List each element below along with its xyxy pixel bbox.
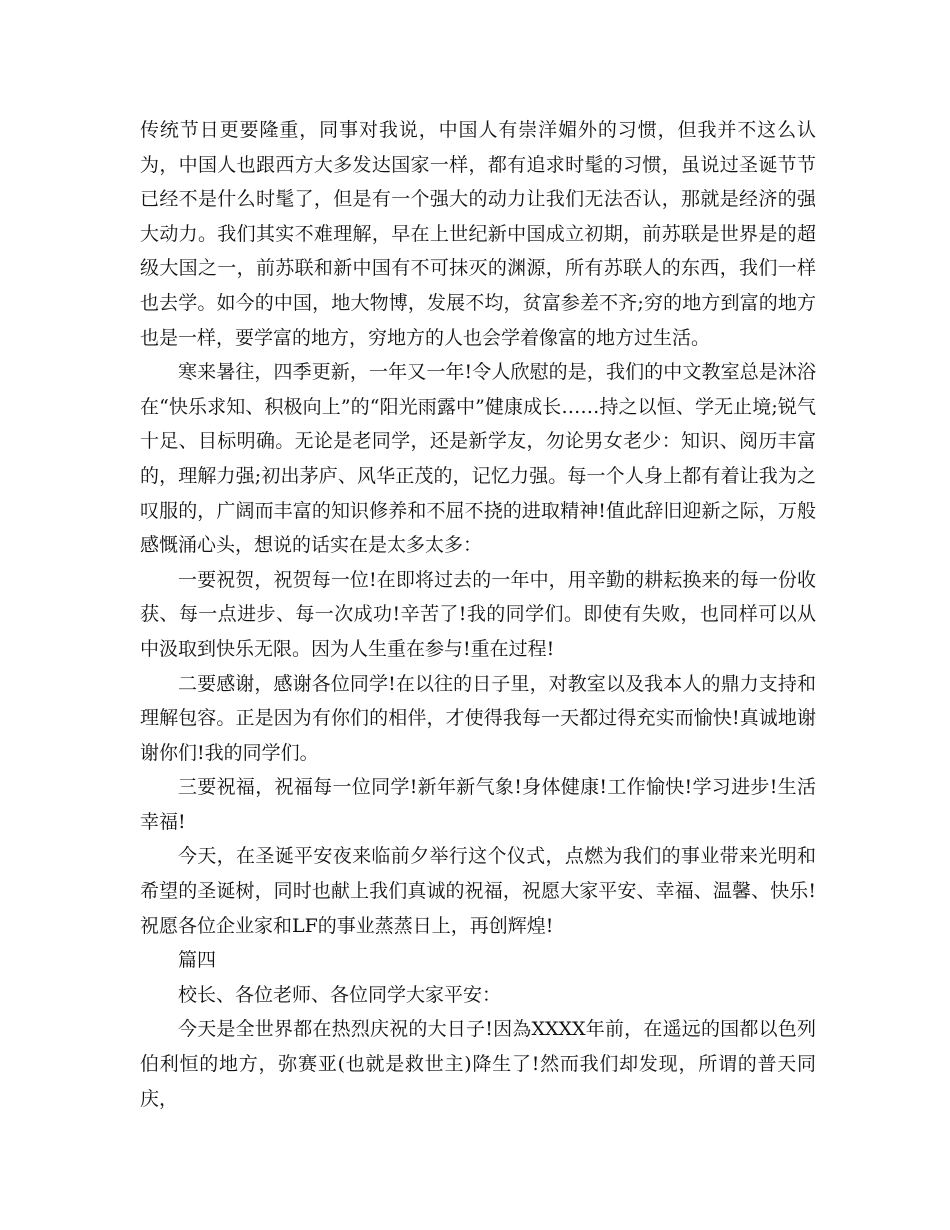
paragraph-1: 传统节日更要隆重，同事对我说，中国人有崇洋媚外的习惯，但我并不这么认为，中国人也跟西方大多发达国家一样，都有追求时髦的习惯，虽说过圣诞节节已经不是什么时髦了，但是有一个强大的动力让我们无法否认，那就是经济的强大动力。我们其实不难理解，早在上世纪新中国成立初期，前苏联是世界是的超级大国之一，前苏联和新中国有不可抹灭的渊源，所有苏联人的东西，我们一样也去学。如今的中国，地大物博，发展不均，贫富参差不齐;穷的地方到富的地方也是一样，要学富的地方，穷地方的人也会学着像富的地方过生活。: [140, 119, 816, 349]
paragraph-5: 三要祝福，祝福每一位同学!新年新气象!身体健康!工作愉快!学习进步!生活幸福!: [140, 776, 816, 833]
paragraph-4: 二要感谢，感谢各位同学!在以往的日子里，对教室以及我本人的鼎力支持和理解包容。正是因为有你们的相伴，才使得我每一天都过得充实而愉快!真诚地谢谢你们!我的同学们。: [140, 672, 816, 764]
salutation: 校长、各位老师、各位同学大家平安：: [178, 983, 502, 1006]
paragraph-7: 今天是全世界都在热烈庆祝的大日子!因為XXXX年前，在遥远的国都以色列伯利恒的地方，弥赛亚(也就是救世主)降生了!然而我们却发现，所谓的普天同庆，: [140, 1018, 816, 1110]
paragraph-6: 今天，在圣诞平安夜来临前夕举行这个仪式，点燃为我们的事业带来光明和希望的圣诞树，同时也献上我们真诚的祝福，祝愿大家平安、幸福、温馨、快乐!祝愿各位企业家和LF的事业蒸蒸日上，再创辉煌!: [140, 845, 816, 937]
document-body: [140, 113, 816, 1116]
paragraph-2: 寒来暑往，四季更新，一年又一年!令人欣慰的是，我们的中文教室总是沐浴在“快乐求知、积极向上”的“阳光雨露中”健康成长……持之以恒、学无止境;锐气十足、目标明确。无论是老同学，还是新学友，勿论男女老少：知识、阅历丰富的，理解力强;初出茅庐、风华正茂的，记忆力强。每一个人身上都有着让我为之叹服的，广阔而丰富的知识修养和不屈不挠的进取精神!值此辞旧迎新之际，万般感慨涌心头，想说的话实在是太多太多：: [140, 361, 816, 557]
section-heading: 篇四: [178, 949, 217, 972]
paragraph-3: 一要祝贺，祝贺每一位!在即将过去的一年中，用辛勤的耕耘换来的每一份收获、每一点进步、每一次成功!辛苦了!我的同学们。即使有失败，也同样可以从中汲取到快乐无限。因为人生重在参与!重在过程!: [140, 568, 816, 660]
